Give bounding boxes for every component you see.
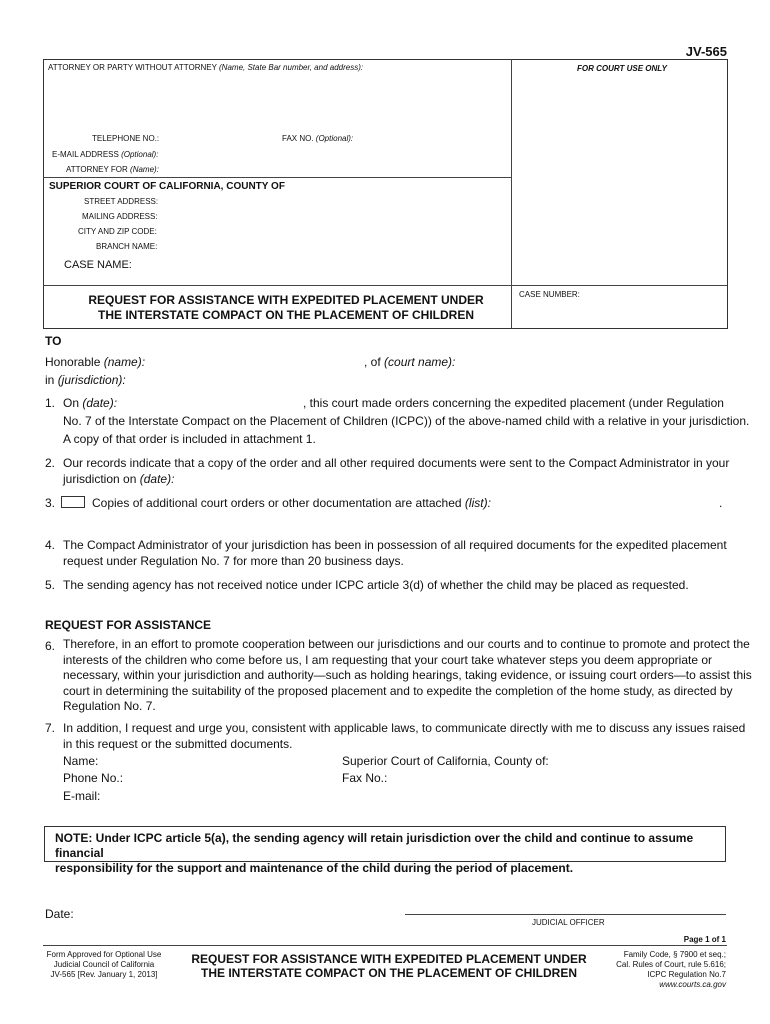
item6-text: Therefore, in an effort to promote cooperation between our jurisdictions and our courts and to continue to promote and protect the interests of the children who come before us, I am requesting that your court take whatever steps you deem appropriate or necessary, within your jurisdiction and authority—such as holding hearings, taking evidence, or issuing court orders—to assist this court in determining the suitability of the proposed placement and to expedite the completion of the home study, as directed by Regulation No. 7. [63,637,752,713]
request-heading: REQUEST FOR ASSISTANCE [45,618,212,632]
contact-email-label: E-mail: [63,789,101,803]
item3-period: . [719,496,723,510]
attorney-for-label: ATTORNEY FOR (Name): [66,165,159,174]
note-box: NOTE: Under ICPC article 5(a), the sending agency will retain jurisdiction over the child and continue to assume financial responsibility for the support and maintenance of the child during the period of placement. [44,826,726,862]
item2-text-a: Our records indicate that a copy of the order and all other required documents were sent to the Compact Administrator in your [63,456,730,470]
date-label: Date: [45,907,74,921]
branch-name-label: BRANCH NAME: [96,242,158,251]
to-heading: TO [45,334,62,348]
court-use-only-label: FOR COURT USE ONLY [577,64,667,73]
city-zip-label: CITY AND ZIP CODE: [78,227,157,236]
item7-text-a: In addition, I request and urge you, consistent with applicable laws, to communicate directly with me to discuss any issues raised [63,721,746,735]
footer-title: REQUEST FOR ASSISTANCE WITH EXPEDITED PLACEMENT UNDER THE INTERSTATE COMPACT ON THE PLACEMENT OF CHILDREN [191,952,587,980]
honorable-line: Honorable (name): [45,355,146,369]
form-id: JV-565 [685,44,727,59]
item4-number: 4. [45,538,56,552]
item3-text: Copies of additional court orders or other documentation are attached (list): [92,496,491,510]
header-divider-court [43,177,512,178]
court-name-line: , of (court name): [364,355,456,369]
courts-website-link[interactable]: www.courts.ca.gov [659,980,726,989]
contact-county-label: Superior Court of California, County of: [342,754,549,768]
item7-number: 7. [45,721,56,735]
item3-number: 3. [45,496,56,510]
email-label: E-MAIL ADDRESS (Optional): [52,150,159,159]
contact-fax-label: Fax No.: [342,771,388,785]
street-address-label: STREET ADDRESS: [84,197,159,206]
header-divider-casename [43,285,727,286]
item1-number: 1. [45,396,56,410]
fax-label: FAX NO. (Optional): [282,134,354,143]
footer-approval: Form Approved for Optional Use Judicial Council of California JV-565 [Rev. January 1, 2013] [46,950,162,979]
mailing-address-label: MAILING ADDRESS: [82,212,158,221]
item2-number: 2. [45,456,56,470]
item7-text-b: in this request or the submitted documents. [63,737,293,751]
signature-line [405,914,726,915]
item5-number: 5. [45,578,56,592]
page-number: Page 1 of 1 [683,935,726,944]
case-number-label: CASE NUMBER: [519,290,580,299]
footer-references: Family Code, § 7900 et seq.; Cal. Rules of Court, rule 5.616; ICPC Regulation No.7 www.courts.ca.gov [616,950,726,989]
header-divider-vertical [511,59,512,328]
court-title: SUPERIOR COURT OF CALIFORNIA, COUNTY OF [49,181,285,192]
item1-on: On (date): [63,396,118,410]
item4-text-b: request under Regulation No. 7 for more than 20 business days. [63,554,404,568]
contact-name-label: Name: [63,754,99,768]
item1-text-c: A copy of that order is included in attachment 1. [63,432,316,446]
item5-text: The sending agency has not received notice under ICPC article 3(d) of whether the child may be placed as requested. [63,578,689,592]
case-name-label: CASE NAME: [64,259,132,271]
footer-rule [43,945,727,946]
item4-text-a: The Compact Administrator of your jurisdiction has been in possession of all required documents for the expedited placement [63,538,727,552]
item1-text-a: , this court made orders concerning the expedited placement (under Regulation [303,396,724,410]
judicial-officer-label: JUDICIAL OFFICER [532,918,605,927]
item1-text-b: No. 7 of the Interstate Compact on the Placement of Children (ICPC)) of the above-named child with a relative in your jurisdiction. [63,414,750,428]
jurisdiction-line: in (jurisdiction): [45,373,126,387]
item3-checkbox[interactable] [61,496,85,508]
attorney-label: ATTORNEY OR PARTY WITHOUT ATTORNEY (Name, State Bar number, and address): [48,63,364,72]
form-title: REQUEST FOR ASSISTANCE WITH EXPEDITED PLACEMENT UNDER THE INTERSTATE COMPACT ON THE PLACEMENT OF CHILDREN [88,293,484,322]
header-box [43,59,728,329]
contact-phone-label: Phone No.: [63,771,124,785]
item2-text-b: jurisdiction on (date): [63,472,175,486]
telephone-label: TELEPHONE NO.: [92,134,160,143]
item6-number: 6. [45,639,56,653]
